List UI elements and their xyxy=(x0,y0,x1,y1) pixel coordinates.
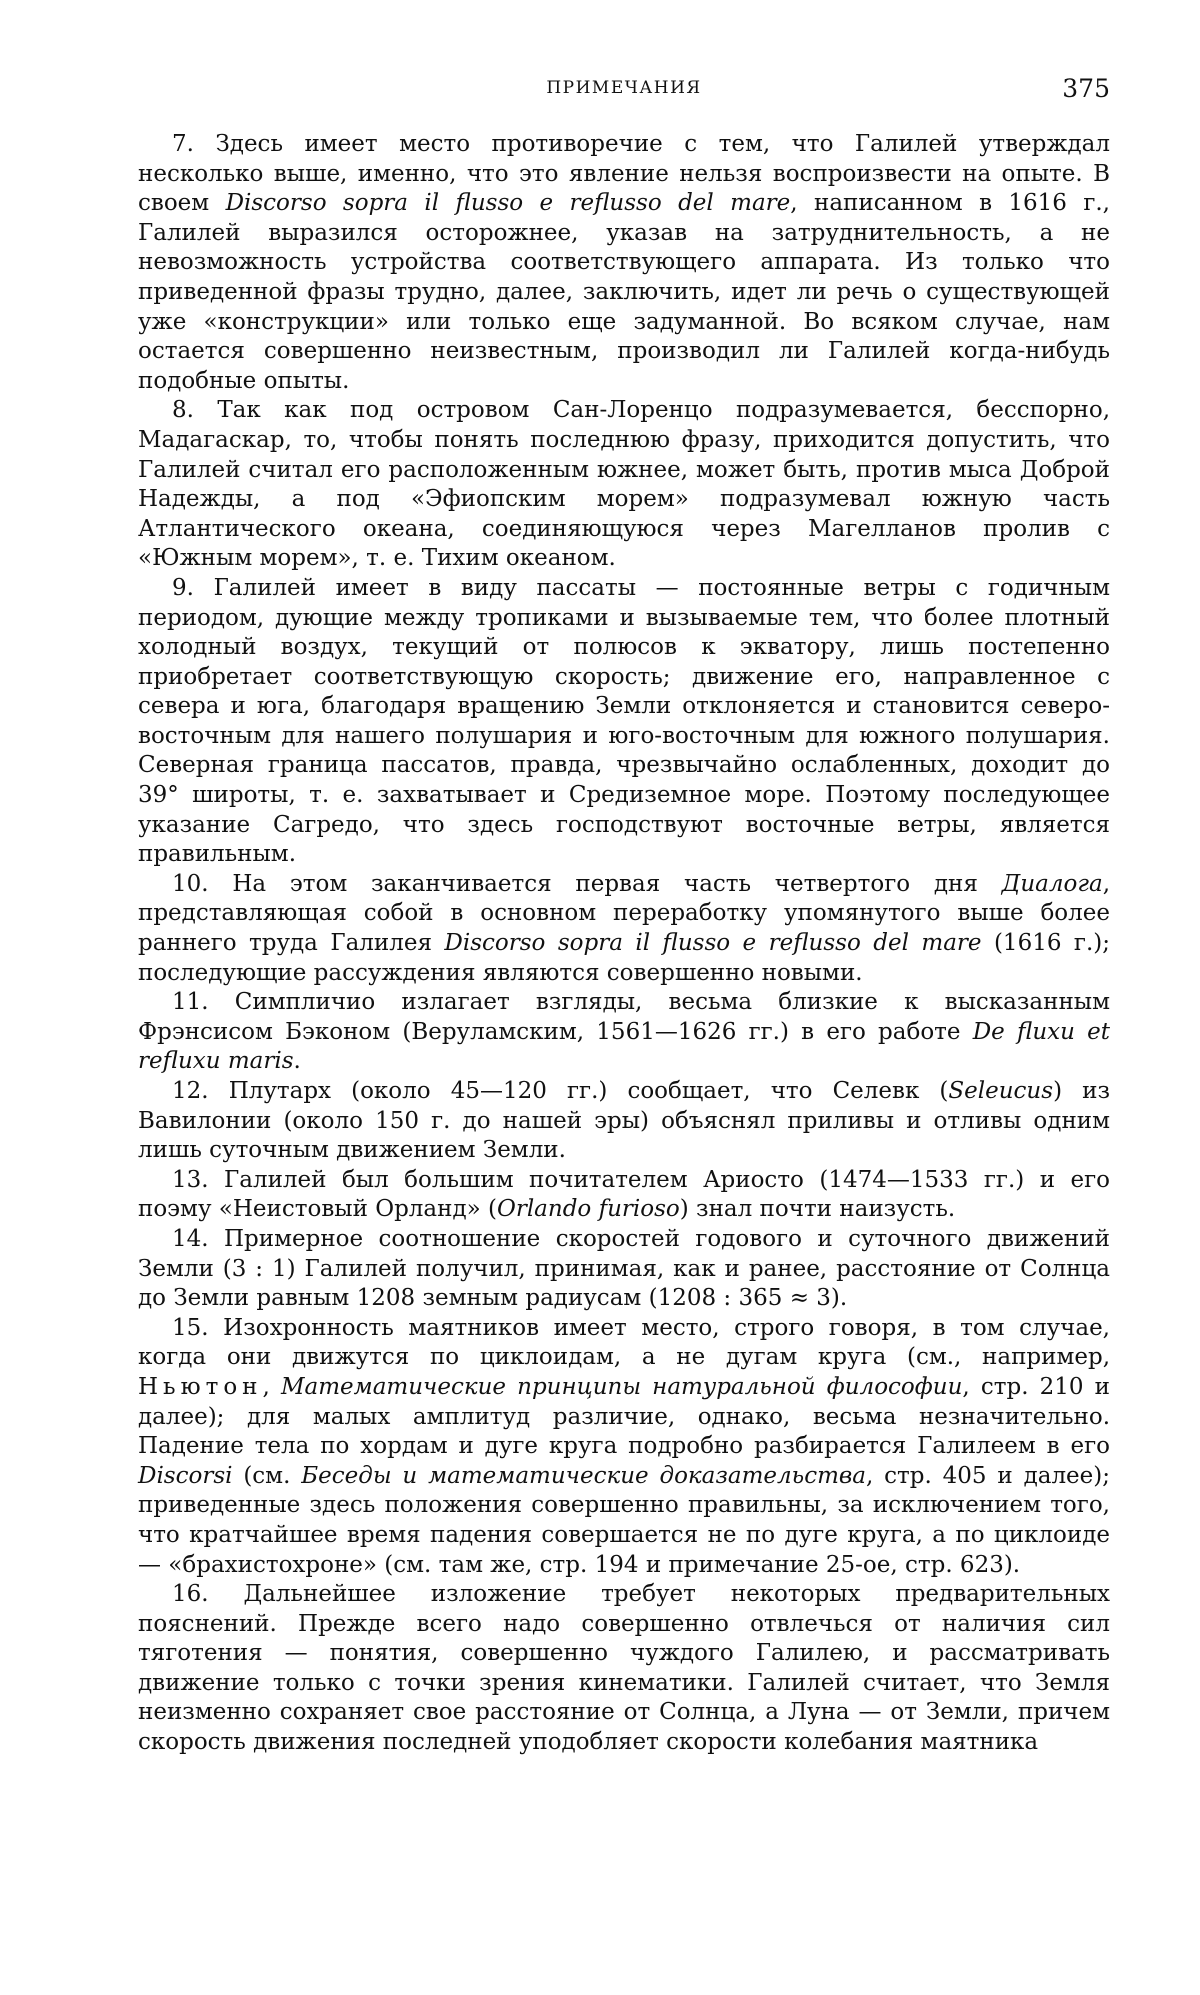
note-paragraph xyxy=(138,1225,1110,1314)
note-text: , представляющая собой в основном переработку упомянутого выше более раннего труда Галилея xyxy=(138,871,1110,956)
note-number: 10. xyxy=(172,871,209,897)
note-text: , стр. 210 и далее); для малых амплитуд различие, однако, весьма незначительно. Падение тела по хордам и дуге круга подробно разбирается Галилеем в его xyxy=(138,1374,1110,1459)
note-paragraph xyxy=(138,574,1110,870)
note-text: ) из Вавилонии (около 150 г. до нашей эры) объяснял приливы и отливы одним лишь суточным движением Земли. xyxy=(138,1078,1110,1163)
note-paragraph xyxy=(138,988,1110,1077)
note-number: 13. xyxy=(172,1167,209,1193)
note-paragraph xyxy=(138,1580,1110,1758)
note-number: 15. xyxy=(172,1315,209,1341)
note-text: Плутарх (около 45—120 гг.) сообщает, что Селевк ( xyxy=(229,1078,949,1104)
note-text: Галилей имеет в виду пассаты — постоянные ветры с годичным периодом, дующие между тропиками и вызываемые тем, что более плотный холодный воздух, текущий от полюсов к экватору, лишь постепенно приобретает соответствующую скорость; движение его, направленное с севера и юга, благодаря вращению Земли отклоняется и становится северо-восточным для нашего полушария и юго-восточным для южного полушария. Северная граница пассатов, правда, чрезвычайно ослабленных, доходит до 39° широты, т. е. захватывает и Средиземное море. Поэтому последующее указание Сагредо, что здесь господствуют восточные ветры, является правильным. xyxy=(138,575,1110,867)
note-paragraph xyxy=(138,1314,1110,1580)
running-head-title: ПРИМЕЧАНИЯ xyxy=(138,78,1110,98)
note-number: 8. xyxy=(172,397,194,423)
note-number: 7. xyxy=(172,131,194,157)
note-text: (см. xyxy=(232,1463,301,1489)
note-text: Изохронность маятников имеет место, строго говоря, в том случае, когда они движутся по циклоидам, а не дугам круга (см., например, xyxy=(138,1315,1110,1371)
note-paragraph xyxy=(138,396,1110,574)
note-italic-text: Discorsi xyxy=(138,1463,232,1489)
note-italic-text: Orlando furioso xyxy=(497,1196,680,1222)
note-italic-text: Математические принципы натуральной философии xyxy=(281,1374,962,1400)
note-paragraph xyxy=(138,1077,1110,1166)
note-text: На этом заканчивается первая часть четвертого дня xyxy=(232,871,1001,897)
note-text: Галилей был большим почитателем Ариосто (1474—1533 гг.) и его поэму «Неистовый Орланд» ( xyxy=(138,1167,1110,1223)
note-number: 11. xyxy=(172,989,209,1015)
notes-list xyxy=(138,130,1110,1758)
note-number: 16. xyxy=(172,1581,209,1607)
book-page xyxy=(138,74,1110,1758)
note-italic-text: Диалога xyxy=(1002,871,1103,897)
note-text: ) знал почти наизусть. xyxy=(680,1196,955,1222)
note-text: Так как под островом Сан-Лоренцо подразумевается, бесспорно, Мадагаскар, то, чтобы понять последнюю фразу, приходится допустить, что Галилей считал его расположенным южнее, может быть, против мыса Доброй Надежды, а под «Эфиопским морем» подразумевал южную часть Атлантического океана, соединяющуюся через Магелланов пролив с «Южным морем», т. е. Тихим океаном. xyxy=(138,397,1110,571)
note-paragraph xyxy=(138,1166,1110,1225)
note-number: 12. xyxy=(172,1078,209,1104)
note-text: Симпличио излагает взгляды, весьма близкие к высказанным Фрэнсисом Бэконом (Веруламским, 1561—1626 гг.) в его работе xyxy=(138,989,1110,1045)
note-text: , xyxy=(263,1374,281,1400)
note-italic-text: Seleucus xyxy=(948,1078,1053,1104)
note-author-name: Ньютон xyxy=(138,1374,263,1400)
note-italic-text: Discorso sopra il flusso e reflusso del mare xyxy=(444,930,981,956)
note-text: , стр. 405 и далее); приведенные здесь положения совершенно правильны, за исключением того, что кратчайшее время падения совершается не по дуге круга, а по циклоиде — «брахистохроне» (см. там же, стр. 194 и примечание 25-ое, стр. 623). xyxy=(138,1463,1110,1578)
note-number: 14. xyxy=(172,1226,209,1252)
note-text: Здесь имеет место противоречие с тем, что Галилей утверждал несколько выше, именно, что это явление нельзя воспроизвести на опыте. В своем xyxy=(138,131,1110,216)
note-number: 9. xyxy=(172,575,194,601)
note-italic-text: De fluxu et refluxu maris xyxy=(138,1019,1110,1075)
note-paragraph xyxy=(138,130,1110,396)
running-head xyxy=(138,74,1110,114)
note-italic-text: Беседы и математические доказательства xyxy=(301,1463,866,1489)
note-text: . xyxy=(294,1048,301,1074)
note-text: , написанном в 1616 г., Галилей выразился осторожнее, указав на затруднительность, а не невозможность устройства соответствующего аппарата. Из только что приведенной фразы трудно, далее, заключить, идет ли речь о существующей уже «конструкции» или только еще задуманной. Во всяком случае, нам остается совершенно неизвестным, производил ли Галилей когда-нибудь подобные опыты. xyxy=(138,190,1110,394)
page-number: 375 xyxy=(1062,74,1110,103)
note-italic-text: Discorso sopra il flusso e reflusso del mare xyxy=(226,190,791,216)
note-text: (1616 г.); последующие рассуждения являются совершенно новыми. xyxy=(138,930,1110,986)
note-text: Дальнейшее изложение требует некоторых предварительных пояснений. Прежде всего надо совершенно отвлечься от наличия сил тяготения — понятия, совершенно чуждого Галилею, и рассматривать движение только с точки зрения кинематики. Галилей считает, что Земля неизменно сохраняет свое расстояние от Солнца, а Луна — от Земли, причем скорость движения последней уподобляет скорости колебания маятника xyxy=(138,1581,1110,1755)
note-text: Примерное соотношение скоростей годового и суточного движений Земли (3 : 1) Галилей получил, принимая, как и ранее, расстояние от Солнца до Земли равным 1208 земным радиусам (1208 : 365 ≈ 3). xyxy=(138,1226,1110,1311)
note-paragraph xyxy=(138,870,1110,988)
